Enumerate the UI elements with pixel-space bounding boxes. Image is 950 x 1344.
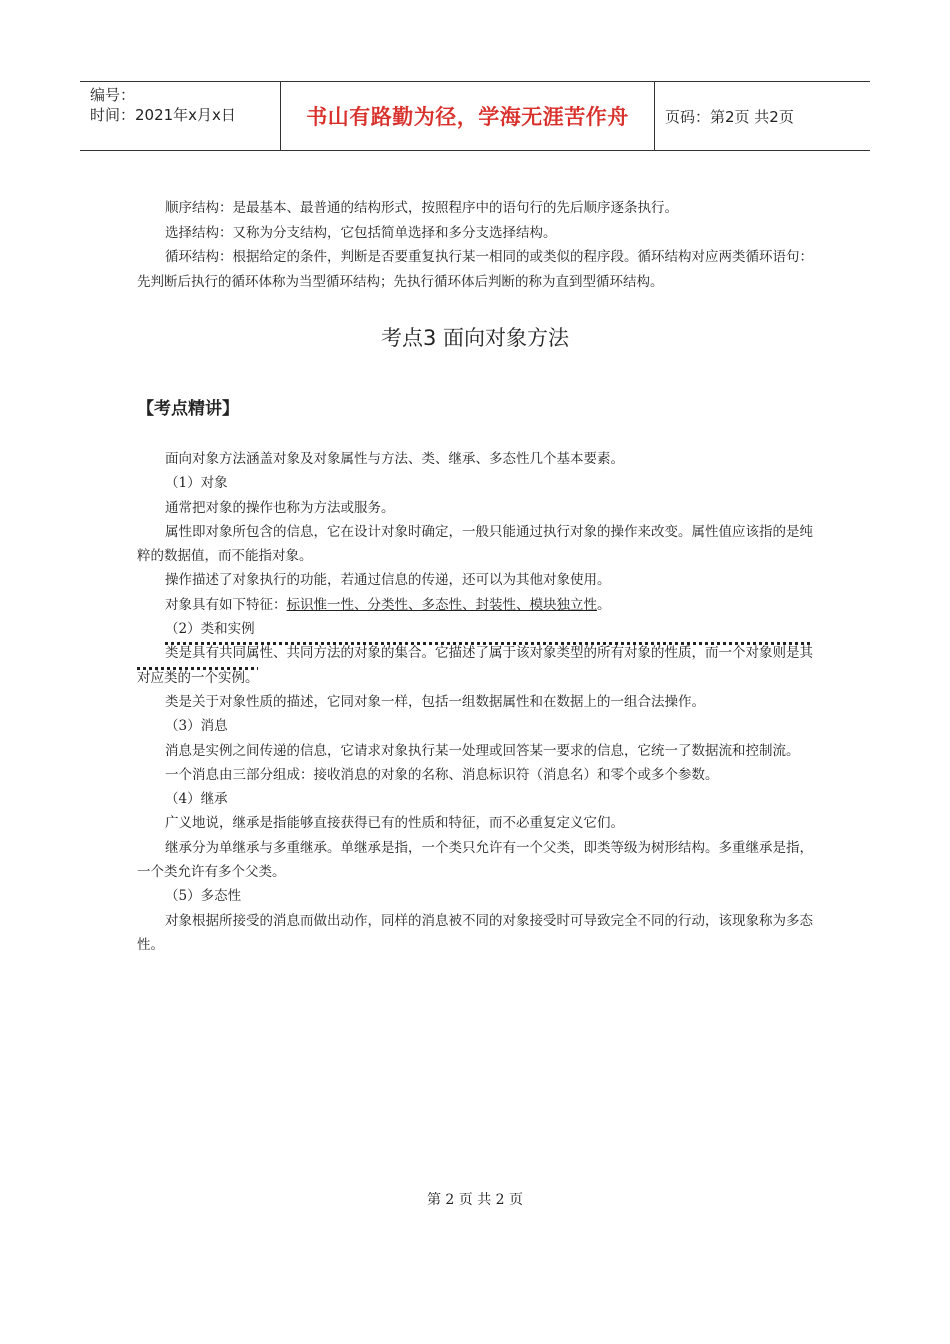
page-footer: 第 2 页 共 2 页 [426,1192,524,1208]
intro-sequential: 顺序结构：是最基本、最普通的结构形式，按照程序中的语句行的先后顺序逐条执行。 [165,200,678,216]
document-header [80,81,870,151]
intro-loop: 循环结构：根据给定的条件，判断是否要重复执行某一相同的或类似的程序段。循环结构对应两类循环语句：先判断后执行的循环体称为当型循环结构；先执行循环体后判断的称为直到型循环结构。 [137,249,813,290]
heading-message: （3）消息 [165,718,228,735]
header-page-label: 页码：第2页 共2页 [665,107,794,126]
features-suffix: 。 [597,596,611,613]
message-paragraph-2: 一个消息由三部分组成：接收消息的对象的名称、消息标识符（消息名）和零个或多个参数。 [165,766,719,783]
message-paragraph-1: 消息是实例之间传递的信息，它请求对象执行某一处理或回答某一要求的信息，它统一了数据流和控制流。 [165,742,800,759]
object-paragraph-1: 通常把对象的操作也称为方法或服务。 [165,499,395,516]
features-prefix: 对象具有如下特征： [165,596,287,613]
features-list: 标识惟一性、分类性、多态性、封装性、模块独立性 [286,596,597,613]
header-meta [80,82,281,150]
class-paragraph-2: 类是关于对象性质的描述，它同对象一样，包括一组数据属性和在数据上的一组合法操作。 [165,693,705,710]
class-paragraph-1 [137,641,817,690]
polymorphism-paragraph: 对象根据所接受的消息而做出动作，同样的消息被不同的对象接受时可导致完全不同的行动，该现象称为多态性。 [137,912,813,953]
number-label: 编号： [90,86,136,104]
body-block [137,447,817,957]
heading-class: （2）类和实例 [165,621,255,638]
heading-object: （1）对象 [165,475,228,492]
heading-inheritance: （4）继承 [165,791,228,808]
intro-block [137,196,817,294]
time-label: 时间：2021年x月x日 [90,106,236,124]
class-definition-emphasis: 类是具有共同属性、共同方法的对象的集合。它描述了属于该对象类型的所有对象的性质，而一个对象则是其对应类的一个实例。 [137,645,813,686]
header-motto: 书山有路勤为径，学海无涯苦作舟 [281,82,655,150]
inheritance-paragraph-2: 继承分为单继承与多重继承。单继承是指，一个类只允许有一个父类，即类等级为树形结构。多重继承是指，一个类允许有多个父类。 [137,839,813,881]
heading-polymorphism: （5）多态性 [165,888,242,905]
section-title: 考点3 面向对象方法 [380,326,570,350]
section-subtitle: 【考点精讲】 [137,399,239,419]
intro-selection: 选择结构：又称为分支结构，它包括简单选择和多分支选择结构。 [165,224,557,241]
object-paragraph-4 [137,593,817,617]
object-paragraph-2: 属性即对象所包含的信息，它在设计对象时确定，一般只能通过执行对象的操作来改变。属性值应该指的是纯粹的数据值，而不能指对象。 [137,523,813,565]
overview-paragraph: 面向对象方法涵盖对象及对象属性与方法、类、继承、多态性几个基本要素。 [165,451,624,467]
object-paragraph-3: 操作描述了对象执行的功能，若通过信息的传递，还可以为其他对象使用。 [165,572,611,589]
inheritance-paragraph-1: 广义地说，继承是指能够直接获得已有的性质和特征，而不必重复定义它们。 [165,815,624,832]
